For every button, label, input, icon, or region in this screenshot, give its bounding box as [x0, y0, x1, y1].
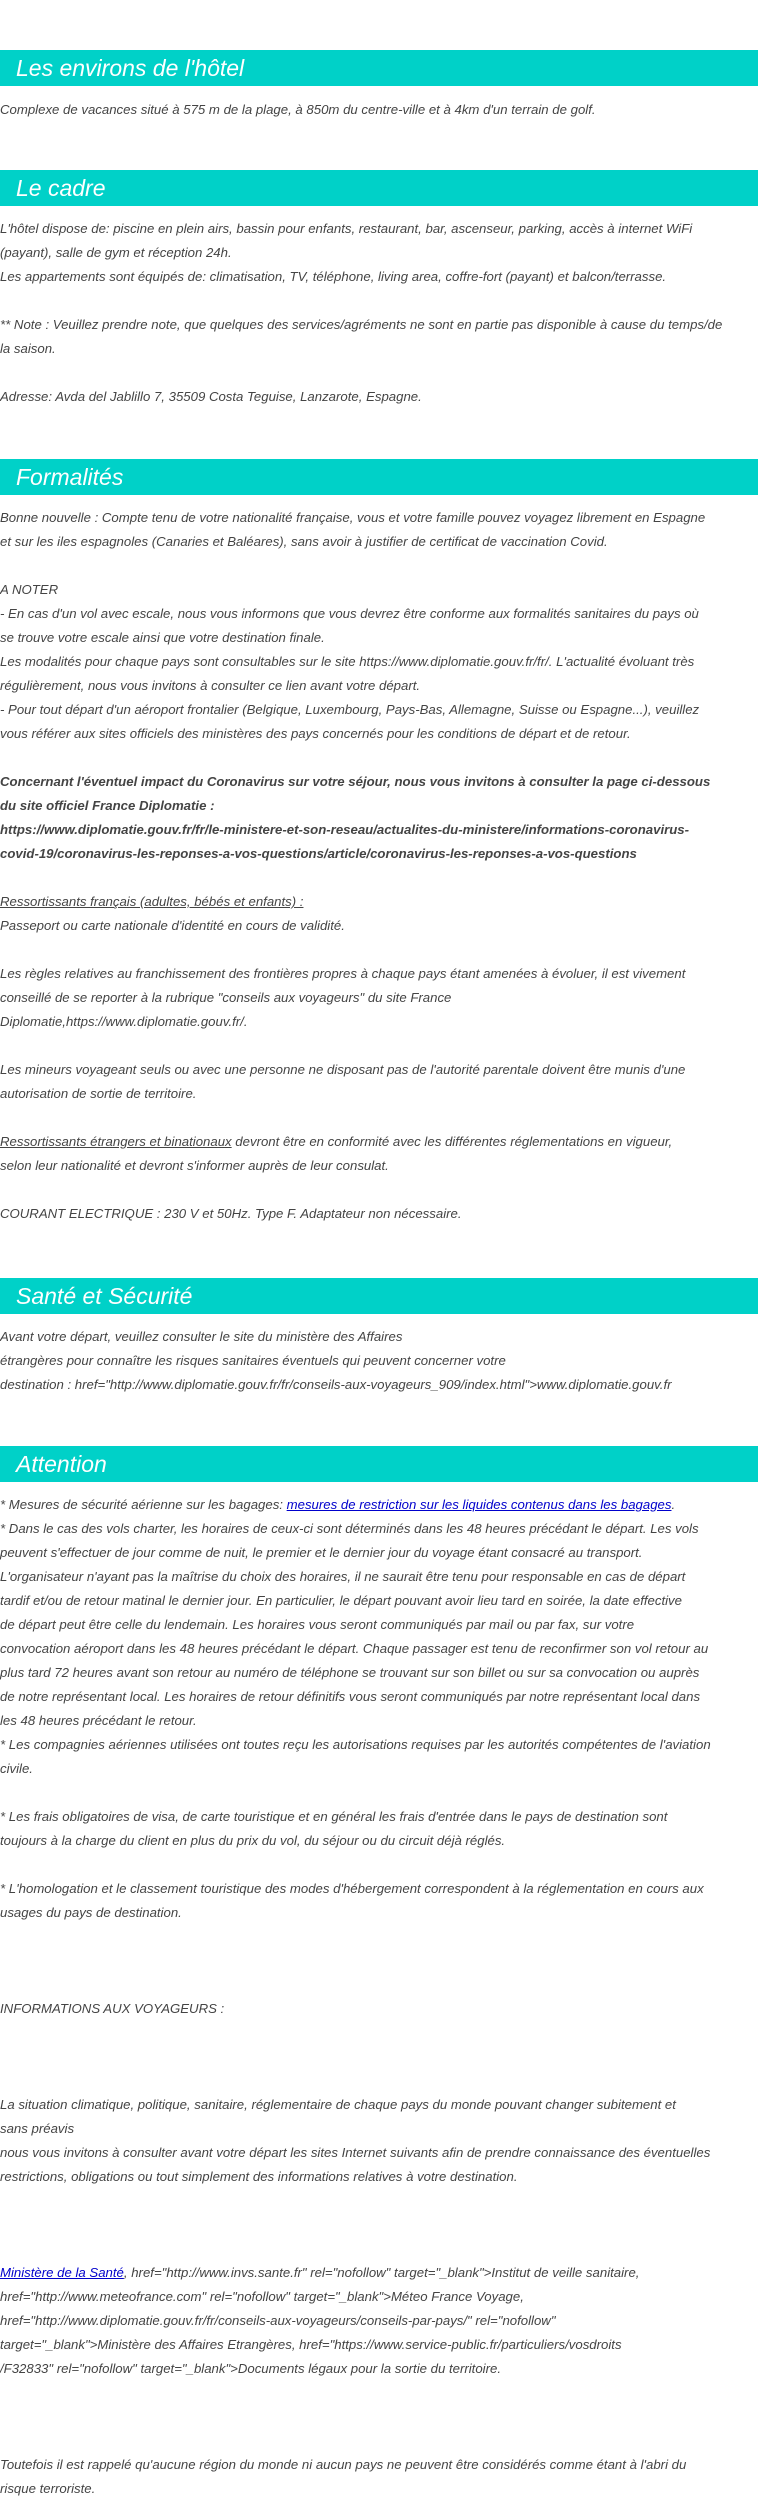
informations-voyageurs-title: INFORMATIONS AUX VOYAGEURS : — [0, 2001, 225, 2016]
frontieres-rule-3: Diplomatie,https://www.diplomatie.gouv.fr/. — [0, 1014, 248, 1029]
terrorisme-2: risque terroriste. — [0, 2481, 96, 2496]
ressortissants-francais-text: Passeport ou carte nationale d'identité en cours de validité. — [0, 918, 345, 933]
liquides-restriction-link[interactable]: mesures de restriction sur les liquides contenus dans les bagages — [286, 1497, 672, 1512]
compagnies-2: civile. — [0, 1761, 33, 1776]
ministere-line-1-text: , href="http://www.invs.sante.fr" rel="nofollow" target="_blank">Institut de veille sanitaire, — [123, 2265, 640, 2280]
section-environs-body — [0, 98, 758, 122]
section-title-sante: Santé et Sécurité — [16, 1283, 193, 1309]
formalites-note-4: régulièrement, nous vous invitons à consulter ce lien avant votre départ. — [0, 678, 421, 693]
section-sante-body — [0, 1325, 758, 1397]
section-cadre-body — [0, 217, 758, 409]
cadre-line-2: (payant), salle de gym et réception 24h. — [0, 245, 232, 260]
ressortissants-etrangers-title: Ressortissants étrangers et binationaux — [0, 1134, 232, 1149]
frais-1: * Les frais obligatoires de visa, de carte touristique et en général les frais d'entrée dans le pays de destination sont — [0, 1809, 668, 1824]
cadre-address: Adresse: Avda del Jablillo 7, 35509 Costa Teguise, Lanzarote, Espagne. — [0, 389, 422, 404]
sante-line-1: Avant votre départ, veuillez consulter le site du ministère des Affaires — [0, 1329, 403, 1344]
formalites-note-3: Les modalités pour chaque pays sont consultables sur le site https://www.diplomatie.gouv.fr/fr/. L'actualité évoluant très — [0, 654, 695, 669]
section-formalites-body — [0, 506, 758, 1226]
charter-6: convocation aéroport dans les 48 heures précédant le départ. Chaque passager est tenu de reconfirmer son vol retour au — [0, 1641, 709, 1656]
ministere-sante-link[interactable]: Ministère de la Santé — [0, 2265, 124, 2280]
section-title-attention: Attention — [16, 1451, 107, 1477]
ministere-line-4: target="_blank">Ministère des Affaires Etrangères, href="https://www.service-public.fr/particuliers/vosdroits — [0, 2337, 622, 2352]
spacer — [0, 2189, 758, 2261]
cadre-note-1: ** Note : Veuillez prendre note, que quelques des services/agréments ne sont en partie pas disponible à cause du temps/de — [0, 317, 723, 332]
formalites-note-2: se trouve votre escale ainsi que votre destination finale. — [0, 630, 325, 645]
charter-3: L'organisateur n'ayant pas la maîtrise du choix des horaires, il ne saurait être tenu pour responsable en cas de départ — [0, 1569, 686, 1584]
section-title-formalites: Formalités — [16, 464, 124, 490]
section-header-sante — [0, 1278, 758, 1314]
charter-9: les 48 heures précédant le retour. — [0, 1713, 197, 1728]
charter-5: de départ peut être celle du lendemain. Les horaires vous seront communiqués par mail ou par fax, sur votre — [0, 1617, 635, 1632]
spacer — [0, 1853, 758, 1877]
charter-2: peuvent s'effectuer de jour comme de nuit, le premier et le dernier jour du voyage étant consacré au transport. — [0, 1545, 643, 1560]
ministere-line-1 — [0, 2261, 758, 2285]
compagnies-1: * Les compagnies aériennes utilisées ont toutes reçu les autorisations requises par les autorités compétentes de l'aviation — [0, 1737, 711, 1752]
spacer — [0, 361, 758, 385]
situation-2: sans préavis — [0, 2121, 75, 2136]
sante-line-3: destination : href="http://www.diplomatie.gouv.fr/fr/conseils-aux-voyageurs_909/index.html">www.diplomatie.gouv.fr — [0, 1377, 672, 1392]
formalites-note-1: - En cas d'un vol avec escale, nous vous informons que vous devrez être conforme aux formalités sanitaires du pays où — [0, 606, 699, 621]
bagages-line — [0, 1493, 758, 1517]
section-header-cadre — [0, 170, 758, 206]
ressortissants-etrangers-text: devront être en conformité avec les différentes réglementations en vigueur, — [231, 1134, 673, 1149]
spacer — [0, 2381, 758, 2453]
section-title-environs: Les environs de l'hôtel — [16, 55, 245, 81]
charter-8: de notre représentant local. Les horaires de retour définitifs vous seront communiqués par notre représentant local dans — [0, 1689, 701, 1704]
ministere-line-5: /F32833" rel="nofollow" target="_blank">Documents légaux pour la sortie du territoire. — [0, 2361, 501, 2376]
charter-4: tardif et/ou de retour matinal le dernier jour. En particulier, le départ pouvant avoir lieu tard en soirée, la date effective — [0, 1593, 682, 1608]
situation-3: nous vous invitons à consulter avant votre départ les sites Internet suivants afin de prendre connaissance des éventuelles — [0, 2145, 711, 2160]
spacer — [0, 289, 758, 313]
formalites-note-5: - Pour tout départ d'un aéroport frontalier (Belgique, Luxembourg, Pays-Bas, Allemagne, Suisse ou Espagne...), veuillez — [0, 702, 700, 717]
coronavirus-url-2: covid-19/coronavirus-les-reponses-a-vos-questions/article/coronavirus-les-reponses-a-vos-questions — [0, 846, 637, 861]
spacer — [0, 1781, 758, 1805]
spacer — [0, 1925, 758, 1997]
formalites-a-noter: A NOTER — [0, 582, 59, 597]
ministere-line-3: href="http://www.diplomatie.gouv.fr/fr/conseils-aux-voyageurs/conseils-par-pays/" rel="nofollow" — [0, 2313, 556, 2328]
coronavirus-url-1: https://www.diplomatie.gouv.fr/fr/le-ministere-et-son-reseau/actualites-du-ministere/informations-coronavirus- — [0, 822, 690, 837]
section-header-environs — [0, 50, 758, 86]
situation-4: restrictions, obligations ou tout simplement des informations relatives à votre destination. — [0, 2169, 518, 2184]
charter-1: * Dans le cas des vols charter, les horaires de ceux-ci sont déterminés dans les 48 heures précédant le départ. Les vols — [0, 1521, 699, 1536]
mineurs-1: Les mineurs voyageant seuls ou avec une personne ne disposant pas de l'autorité parentale doivent être munis d'une — [0, 1062, 686, 1077]
spacer — [0, 1106, 758, 1130]
homologation-1: * L'homologation et le classement touristique des modes d'hébergement correspondent à la réglementation en cours aux — [0, 1881, 704, 1896]
coronavirus-notice-1: Concernant l'éventuel impact du Coronavirus sur votre séjour, nous vous invitons à consulter la page ci-dessous — [0, 774, 711, 789]
section-header-formalites — [0, 459, 758, 495]
courant-electrique: COURANT ELECTRIQUE : 230 V et 50Hz. Type F. Adaptateur non nécessaire. — [0, 1206, 462, 1221]
spacer — [0, 866, 758, 890]
frontieres-rule-2: conseillé de se reporter à la rubrique "conseils aux voyageurs" du site France — [0, 990, 452, 1005]
coronavirus-notice-2: du site officiel France Diplomatie : — [0, 798, 215, 813]
section-title-cadre: Le cadre — [16, 175, 106, 201]
ministere-line-2: href="http://www.meteofrance.com" rel="nofollow" target="_blank">Méteo France Voyage, — [0, 2289, 524, 2304]
formalites-note-6: vous référer aux sites officiels des ministères des pays concernés pour les conditions de départ et de retour. — [0, 726, 631, 741]
terrorisme-1: Toutefois il est rappelé qu'aucune région du monde ni aucun pays ne peuvent être considérés comme étant à l'abri du — [0, 2457, 687, 2472]
spacer — [0, 2021, 758, 2093]
formalites-intro-2: et sur les iles espagnoles (Canaries et Baléares), sans avoir à justifier de certificat de vaccination Covid. — [0, 534, 608, 549]
bagages-text: * Mesures de sécurité aérienne sur les bagages: — [0, 1497, 287, 1512]
ressortissants-etrangers-line — [0, 1130, 758, 1154]
spacer — [0, 938, 758, 962]
ressortissants-etrangers-text-2: selon leur nationalité et devront s'informer auprès de leur consulat. — [0, 1158, 389, 1173]
section-header-attention — [0, 1446, 758, 1482]
cadre-line-3: Les appartements sont équipés de: climatisation, TV, téléphone, living area, coffre-fort (payant) et balcon/terrasse. — [0, 269, 667, 284]
frontieres-rule-1: Les règles relatives au franchissement des frontières propres à chaque pays étant amenées à évoluer, il est vivement — [0, 966, 686, 981]
ressortissants-francais-title: Ressortissants français (adultes, bébés et enfants) : — [0, 894, 304, 909]
bagages-period: . — [671, 1497, 676, 1512]
section-attention-body — [0, 1493, 758, 2501]
spacer — [0, 1034, 758, 1058]
cadre-note-2: la saison. — [0, 341, 56, 356]
spacer — [0, 1178, 758, 1202]
situation-1: La situation climatique, politique, sanitaire, réglementaire de chaque pays du monde pouvant changer subitement et — [0, 2097, 676, 2112]
formalites-intro-1: Bonne nouvelle : Compte tenu de votre nationalité française, vous et votre famille pouvez voyagez librement en Espagne — [0, 510, 706, 525]
spacer — [0, 746, 758, 770]
frais-2: toujours à la charge du client en plus du prix du vol, du séjour ou du circuit déjà réglés. — [0, 1833, 506, 1848]
cadre-line-1: L'hôtel dispose de: piscine en plein airs, bassin pour enfants, restaurant, bar, ascenseur, parking, accès à internet WiFi — [0, 221, 693, 236]
mineurs-2: autorisation de sortie de territoire. — [0, 1086, 197, 1101]
charter-7: plus tard 72 heures avant son retour au numéro de téléphone se trouvant sur son billet ou sur sa convocation ou auprès — [0, 1665, 700, 1680]
homologation-2: usages du pays de destination. — [0, 1905, 182, 1920]
spacer — [0, 554, 758, 578]
sante-line-2: étrangères pour connaître les risques sanitaires éventuels qui peuvent concerner votre — [0, 1353, 506, 1368]
environs-text: Complexe de vacances situé à 575 m de la plage, à 850m du centre-ville et à 4km d'un terrain de golf. — [0, 102, 596, 117]
